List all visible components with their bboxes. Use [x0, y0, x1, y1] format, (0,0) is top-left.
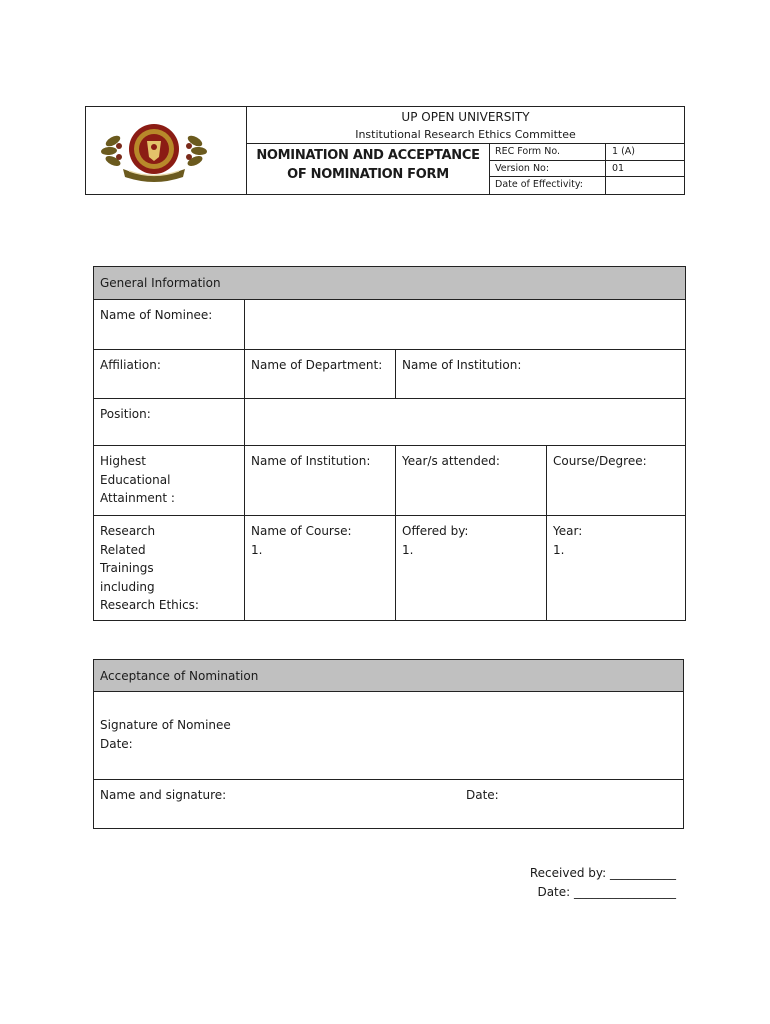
acceptance-table	[93, 659, 684, 829]
header-right	[247, 107, 684, 194]
row-nominee	[94, 300, 685, 350]
course-degree-label: Course/Degree:	[553, 454, 647, 468]
nominee-label: Name of Nominee:	[94, 300, 245, 349]
education-label-line: Attainment :	[100, 491, 175, 505]
university-seal-icon	[99, 119, 209, 183]
form-header	[85, 106, 685, 195]
year-label: Year:	[553, 524, 583, 538]
meta-value[interactable]	[606, 177, 684, 194]
meta-value: 1 (A)	[612, 146, 635, 157]
trainings-label-line: Related	[100, 542, 146, 557]
institution-field[interactable]	[396, 350, 685, 398]
offered-by-field[interactable]	[396, 516, 547, 620]
signature-label: Signature of Nominee	[100, 718, 231, 732]
position-field[interactable]	[245, 399, 685, 445]
position-label: Position:	[94, 399, 245, 445]
meta-label: Version No:	[490, 161, 606, 177]
committee-name: Institutional Research Ethics Committee	[355, 128, 576, 141]
offered-by-label: Offered by:	[402, 524, 469, 538]
received-block	[500, 864, 676, 902]
trainings-label	[94, 516, 245, 620]
meta-value: 01	[612, 162, 625, 174]
received-by-line: Received by: ___________	[529, 866, 676, 880]
affiliation-label: Affiliation:	[94, 350, 245, 398]
nominee-signature-area[interactable]	[94, 692, 683, 780]
form-title	[247, 144, 490, 194]
form-meta-table	[490, 144, 684, 194]
form-title-line-1: NOMINATION AND ACCEPTANCE	[256, 148, 480, 163]
row-affiliation	[94, 350, 685, 399]
department-field[interactable]	[245, 350, 396, 398]
received-date-line: Date: _________________	[537, 885, 676, 899]
years-attended-field[interactable]	[396, 446, 547, 515]
item-number: 1.	[402, 542, 414, 557]
section-header-general: General Information	[94, 267, 685, 300]
row-education	[94, 446, 685, 516]
general-information-table	[93, 266, 686, 621]
edu-institution-label: Name of Institution:	[251, 454, 371, 468]
education-label-line: Highest	[100, 454, 146, 468]
trainings-label-line: Research Ethics:	[100, 598, 199, 612]
date-label: Date:	[100, 737, 133, 751]
years-attended-label: Year/s attended:	[402, 454, 500, 468]
course-name-field[interactable]	[245, 516, 396, 620]
university-name: UP OPEN UNIVERSITY	[401, 110, 530, 124]
meta-label: REC Form No.	[490, 144, 606, 160]
name-signature-label: Name and signature:	[100, 788, 227, 802]
date-label-2: Date:	[466, 788, 499, 802]
course-degree-field[interactable]	[547, 446, 685, 515]
row-position	[94, 399, 685, 446]
form-title-line-2: OF NOMINATION FORM	[287, 167, 449, 182]
year-field[interactable]	[547, 516, 685, 620]
row-trainings	[94, 516, 685, 620]
logo-cell	[86, 107, 247, 194]
trainings-label-line: Research	[100, 524, 156, 538]
course-name-label: Name of Course:	[251, 524, 352, 538]
edu-institution-field[interactable]	[245, 446, 396, 515]
item-number: 1.	[251, 542, 263, 557]
name-signature-row	[94, 780, 683, 828]
org-block	[247, 107, 684, 144]
meta-label: Date of Effectivity:	[490, 177, 606, 194]
institution-label: Name of Institution:	[402, 358, 522, 372]
trainings-label-line: Trainings	[100, 561, 154, 575]
trainings-label-line: including	[100, 579, 155, 594]
department-label: Name of Department:	[251, 358, 383, 372]
meta-row-form-no	[490, 144, 684, 161]
nominee-field[interactable]	[245, 300, 685, 349]
education-label	[94, 446, 245, 515]
meta-row-effectivity	[490, 177, 684, 194]
item-number: 1.	[553, 542, 565, 557]
meta-row-version	[490, 161, 684, 178]
section-header-acceptance: Acceptance of Nomination	[94, 660, 683, 692]
education-label-line: Educational	[100, 472, 171, 487]
